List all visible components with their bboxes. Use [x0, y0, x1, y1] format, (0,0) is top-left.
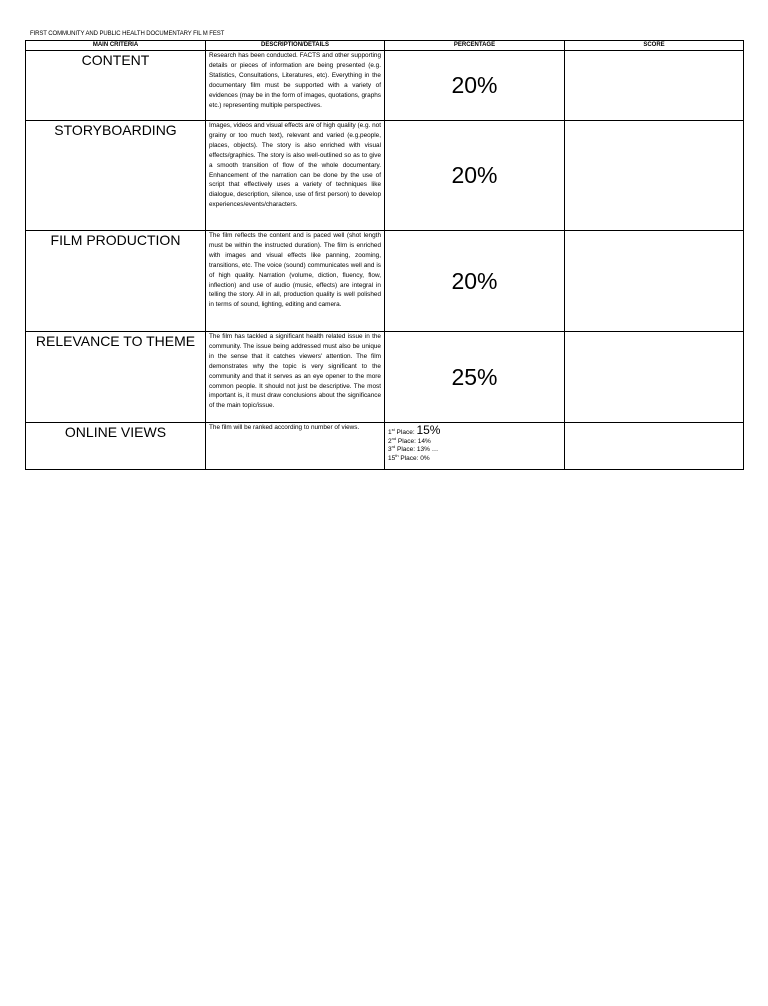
criteria-cell: RELEVANCE TO THEME: [26, 332, 206, 423]
table-row: [26, 332, 744, 423]
table-header-row: [26, 41, 744, 51]
percentage-cell: 20%: [385, 51, 565, 121]
description-cell: The film reflects the content and is paced well (shot length must be within the instructed duration). The film is enriched with images and visual effects like panning, zooming, transitions, etc. The voice (sound) communicates well and is of high quality. Narration (volume, diction, fluency, flow, inflection) and use of audio (music, effects) are integral in telling the story. All in all, production quality is well polished in terms of sound, lighting, editing and camera.: [206, 231, 385, 332]
criteria-table: [25, 40, 744, 470]
place-line: 1st Place: 15%: [388, 423, 441, 437]
place-line: 2nd Place: 14%: [388, 435, 431, 445]
place-line: 15th Place: 0%: [388, 452, 430, 462]
description-cell: Research has been conducted. FACTS and other supporting details or pieces of information are being presented (e.g. Statistics, Consultations, Literatures, etc). Everything in the documentary film must be supported with a variety of evidences (may be in the form of images, quotations, graphs etc.) representing multiple perspectives.: [206, 51, 385, 121]
criteria-cell: ONLINE VIEWS: [26, 423, 206, 470]
description-cell: The film has tackled a significant health related issue in the community. The issue being addressed must also be unique in the sense that it catches viewers' attention. The film demonstrates why the topic is very significant to the community and that it serves as an eye opener to the more common people. It should not just be descriptive. The most important is, it must draw conclusions about the significance of the main topic/issue.: [206, 332, 385, 423]
description-cell: Images, videos and visual effects are of high quality (e.g. not grainy or too much text), relevant and varied (e.g.people, places, objects). The story is also enriched with visual effects/graphics. The story is also well-outlined so as to give a smooth transition of flow of the whole documentary. Enhancement of the narration can be done by the use of script that effectively uses a variety of techniques like dialogue, description, silence, use of first person) to develop experiences/events/characters.: [206, 121, 385, 231]
table-row: [26, 51, 744, 121]
score-cell[interactable]: [565, 231, 744, 332]
table-row: [26, 423, 744, 470]
description-cell: The film will be ranked according to number of views.: [206, 423, 385, 470]
header-description: DESCRIPTION/DETAILS: [206, 41, 385, 51]
header-score: SCORE: [565, 41, 744, 51]
document-title: FIRST COMMUNITY AND PUBLIC HEALTH DOCUMENTARY FIL M FEST: [30, 31, 225, 37]
place-line: 3rd Place: 13% …: [388, 443, 439, 453]
score-cell[interactable]: [565, 51, 744, 121]
percentage-cell: 20%: [385, 121, 565, 231]
table-row: [26, 121, 744, 231]
criteria-cell: FILM PRODUCTION: [26, 231, 206, 332]
header-main-criteria: MAIN CRITERIA: [26, 41, 206, 51]
criteria-cell: CONTENT: [26, 51, 206, 121]
header-percentage: PERCENTAGE: [385, 41, 565, 51]
score-cell[interactable]: [565, 121, 744, 231]
score-cell[interactable]: [565, 423, 744, 470]
percentage-cell: 20%: [385, 231, 565, 332]
percentage-cell: 25%: [385, 332, 565, 423]
table-row: [26, 231, 744, 332]
ranking-cell: [385, 423, 565, 470]
score-cell[interactable]: [565, 332, 744, 423]
criteria-cell: STORYBOARDING: [26, 121, 206, 231]
